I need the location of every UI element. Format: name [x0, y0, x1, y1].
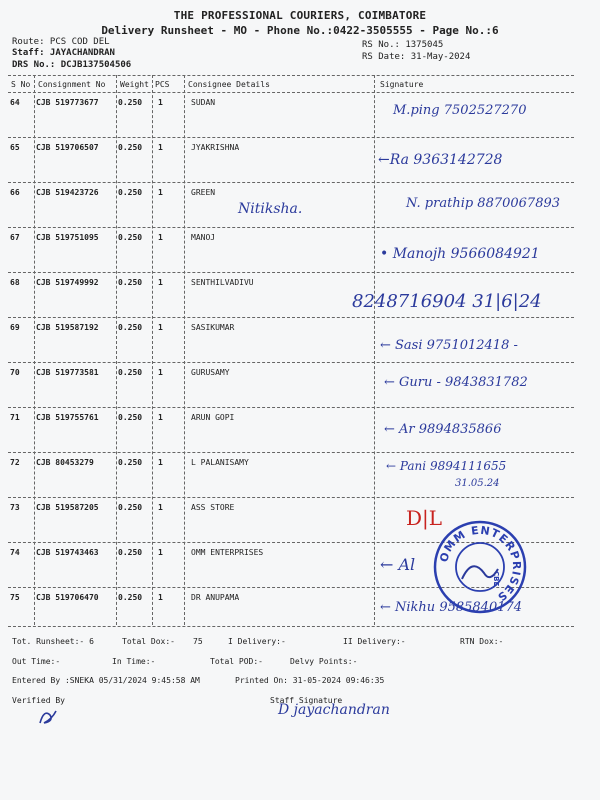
stamp-text: OMM ENTERPRISES	[437, 523, 524, 605]
table-row	[8, 453, 574, 498]
row-consignment: CJB 519755761	[36, 413, 99, 422]
handwritten-note: Nitiksha.	[238, 201, 303, 217]
col-header-consignment: Consignment No	[38, 80, 106, 89]
drs-number: DRS No.: DCJB137504506	[12, 60, 132, 70]
row-pcs: 1	[158, 143, 163, 152]
row-consignment: CJB 519773581	[36, 368, 99, 377]
row-pcs: 1	[158, 188, 163, 197]
row-sno: 64	[10, 98, 20, 107]
row-consignment: CJB 80453279	[36, 458, 94, 467]
row-pcs: 1	[158, 413, 163, 422]
entered-by: Entered By :SNEKA 05/31/2024 9:45:58 AM	[12, 676, 200, 685]
company-stamp	[432, 519, 528, 615]
row-signature: ←Ra 9363142728	[378, 152, 503, 168]
row-weight: 0.250	[118, 503, 143, 512]
verifier-signature-mark	[36, 707, 60, 727]
row-weight: 0.250	[118, 233, 143, 242]
row-sno: 69	[10, 323, 20, 332]
row-sno: 65	[10, 143, 20, 152]
rtn-dox: RTN Dox:-	[460, 637, 504, 646]
row-signature: M.ping 7502527270	[393, 103, 527, 118]
in-time: In Time:-	[112, 657, 156, 666]
row-pcs: 1	[158, 458, 163, 467]
table-row	[8, 408, 574, 453]
row-sno: 67	[10, 233, 20, 242]
staff-signature: D jayachandran	[278, 702, 390, 718]
out-time: Out Time:-	[12, 657, 61, 666]
total-dox-label: Total Dox:-	[122, 637, 175, 646]
row-pcs: 1	[158, 98, 163, 107]
row-consignee: SASIKUMAR	[191, 323, 235, 332]
table-row	[8, 138, 574, 183]
col-header-consignee: Consignee Details	[188, 80, 270, 89]
table-row	[8, 273, 574, 318]
printed-on: Printed On: 31-05-2024 09:46:35	[235, 676, 385, 685]
row-consignee: JYAKRISHNA	[191, 143, 240, 152]
row-consignment: CJB 519751095	[36, 233, 99, 242]
ii-delivery: II Delivery:-	[343, 637, 406, 646]
i-delivery: I Delivery:-	[228, 637, 286, 646]
total-dox-value: 75	[193, 637, 203, 646]
staff: Staff: JAYACHANDRAN	[12, 48, 115, 58]
table-row	[8, 318, 574, 363]
stamp-city: CBE	[492, 571, 500, 587]
row-weight: 0.250	[118, 548, 143, 557]
table-row	[8, 363, 574, 408]
handwritten-date: 31.05.24	[455, 478, 500, 489]
row-signature: 8248716904 31|6|24	[352, 291, 542, 312]
row-signature: ← Guru - 9843831782	[384, 375, 528, 390]
row-consignee: SUDAN	[191, 98, 216, 107]
row-consignee: OMM ENTERPRISES	[191, 548, 264, 557]
row-consignment: CJB 519743463	[36, 548, 99, 557]
delvy-points: Delvy Points:-	[290, 657, 358, 666]
col-header-weight: Weight	[120, 80, 149, 89]
col-header-pcs: PCS	[155, 80, 170, 89]
company-name: THE PROFESSIONAL COURIERS, COIMBATORE	[173, 9, 427, 22]
row-signature: • Manojh 9566084921	[380, 246, 540, 262]
row-sno: 68	[10, 278, 20, 287]
row-sno: 72	[10, 458, 20, 467]
total-pod: Total POD:-	[210, 657, 263, 666]
row-consignee: ASS STORE	[191, 503, 235, 512]
row-weight: 0.250	[118, 413, 143, 422]
row-signature: ← Al	[380, 555, 416, 574]
col-header-sno: S No	[11, 80, 31, 89]
row-pcs: 1	[158, 368, 163, 377]
table-bottom-rule	[8, 626, 574, 627]
row-signature: ← Nikhu 9585840174	[380, 600, 523, 615]
row-weight: 0.250	[118, 188, 143, 197]
row-signature: D|L	[406, 506, 443, 530]
svg-text:OMM ENTERPRISES	[437, 524, 523, 604]
row-consignment: CJB 519423726	[36, 188, 99, 197]
row-pcs: 1	[158, 548, 163, 557]
table-row	[8, 183, 574, 228]
row-consignee: MANOJ	[191, 233, 216, 242]
row-sno: 73	[10, 503, 20, 512]
row-sno: 75	[10, 593, 20, 602]
row-pcs: 1	[158, 233, 163, 242]
row-signature: ← Sasi 9751012418 -	[380, 338, 518, 353]
table-row	[8, 93, 574, 138]
row-consignment: CJB 519587205	[36, 503, 99, 512]
runsheet-title: Delivery Runsheet - MO - Phone No.:0422-3505555 - Page No.:6	[101, 24, 499, 37]
row-weight: 0.250	[118, 278, 143, 287]
row-consignment: CJB 519773677	[36, 98, 99, 107]
row-consignee: ARUN GOPI	[191, 413, 235, 422]
table-row	[8, 228, 574, 273]
row-consignment: CJB 519587192	[36, 323, 99, 332]
row-consignee: DR ANUPAMA	[191, 593, 240, 602]
row-weight: 0.250	[118, 368, 143, 377]
row-consignee: GURUSAMY	[191, 368, 230, 377]
row-weight: 0.250	[118, 98, 143, 107]
row-consignee: SENTHILVADIVU	[191, 278, 254, 287]
row-consignment: CJB 519706507	[36, 143, 99, 152]
route: Route: PCS COD DEL	[12, 37, 110, 47]
col-header-signature: Signature	[380, 80, 424, 89]
row-sno: 66	[10, 188, 20, 197]
staff-signature-label: Staff Signature	[270, 696, 343, 705]
row-sno: 74	[10, 548, 20, 557]
rs-number: RS No.: 1375045	[362, 40, 444, 50]
row-signature: ← Ar 9894835866	[384, 422, 502, 437]
row-pcs: 1	[158, 323, 163, 332]
row-pcs: 1	[158, 503, 163, 512]
row-weight: 0.250	[118, 143, 143, 152]
row-sno: 71	[10, 413, 20, 422]
row-pcs: 1	[158, 278, 163, 287]
total-runsheet: Tot. Runsheet:- 6	[12, 637, 94, 646]
row-consignee: GREEN	[191, 188, 216, 197]
row-weight: 0.250	[118, 323, 143, 332]
row-pcs: 1	[158, 593, 163, 602]
row-weight: 0.250	[118, 593, 143, 602]
row-consignment: CJB 519749992	[36, 278, 99, 287]
verified-by: Verified By	[12, 696, 65, 705]
row-consignee: L PALANISAMY	[191, 458, 249, 467]
rs-date: RS Date: 31-May-2024	[362, 52, 471, 62]
row-signature: N. prathip 8870067893	[406, 196, 561, 211]
row-weight: 0.250	[118, 458, 143, 467]
row-signature: ← Pani 9894111655	[386, 459, 507, 473]
row-consignment: CJB 519706470	[36, 593, 99, 602]
table-top-rule	[8, 75, 574, 76]
row-sno: 70	[10, 368, 20, 377]
